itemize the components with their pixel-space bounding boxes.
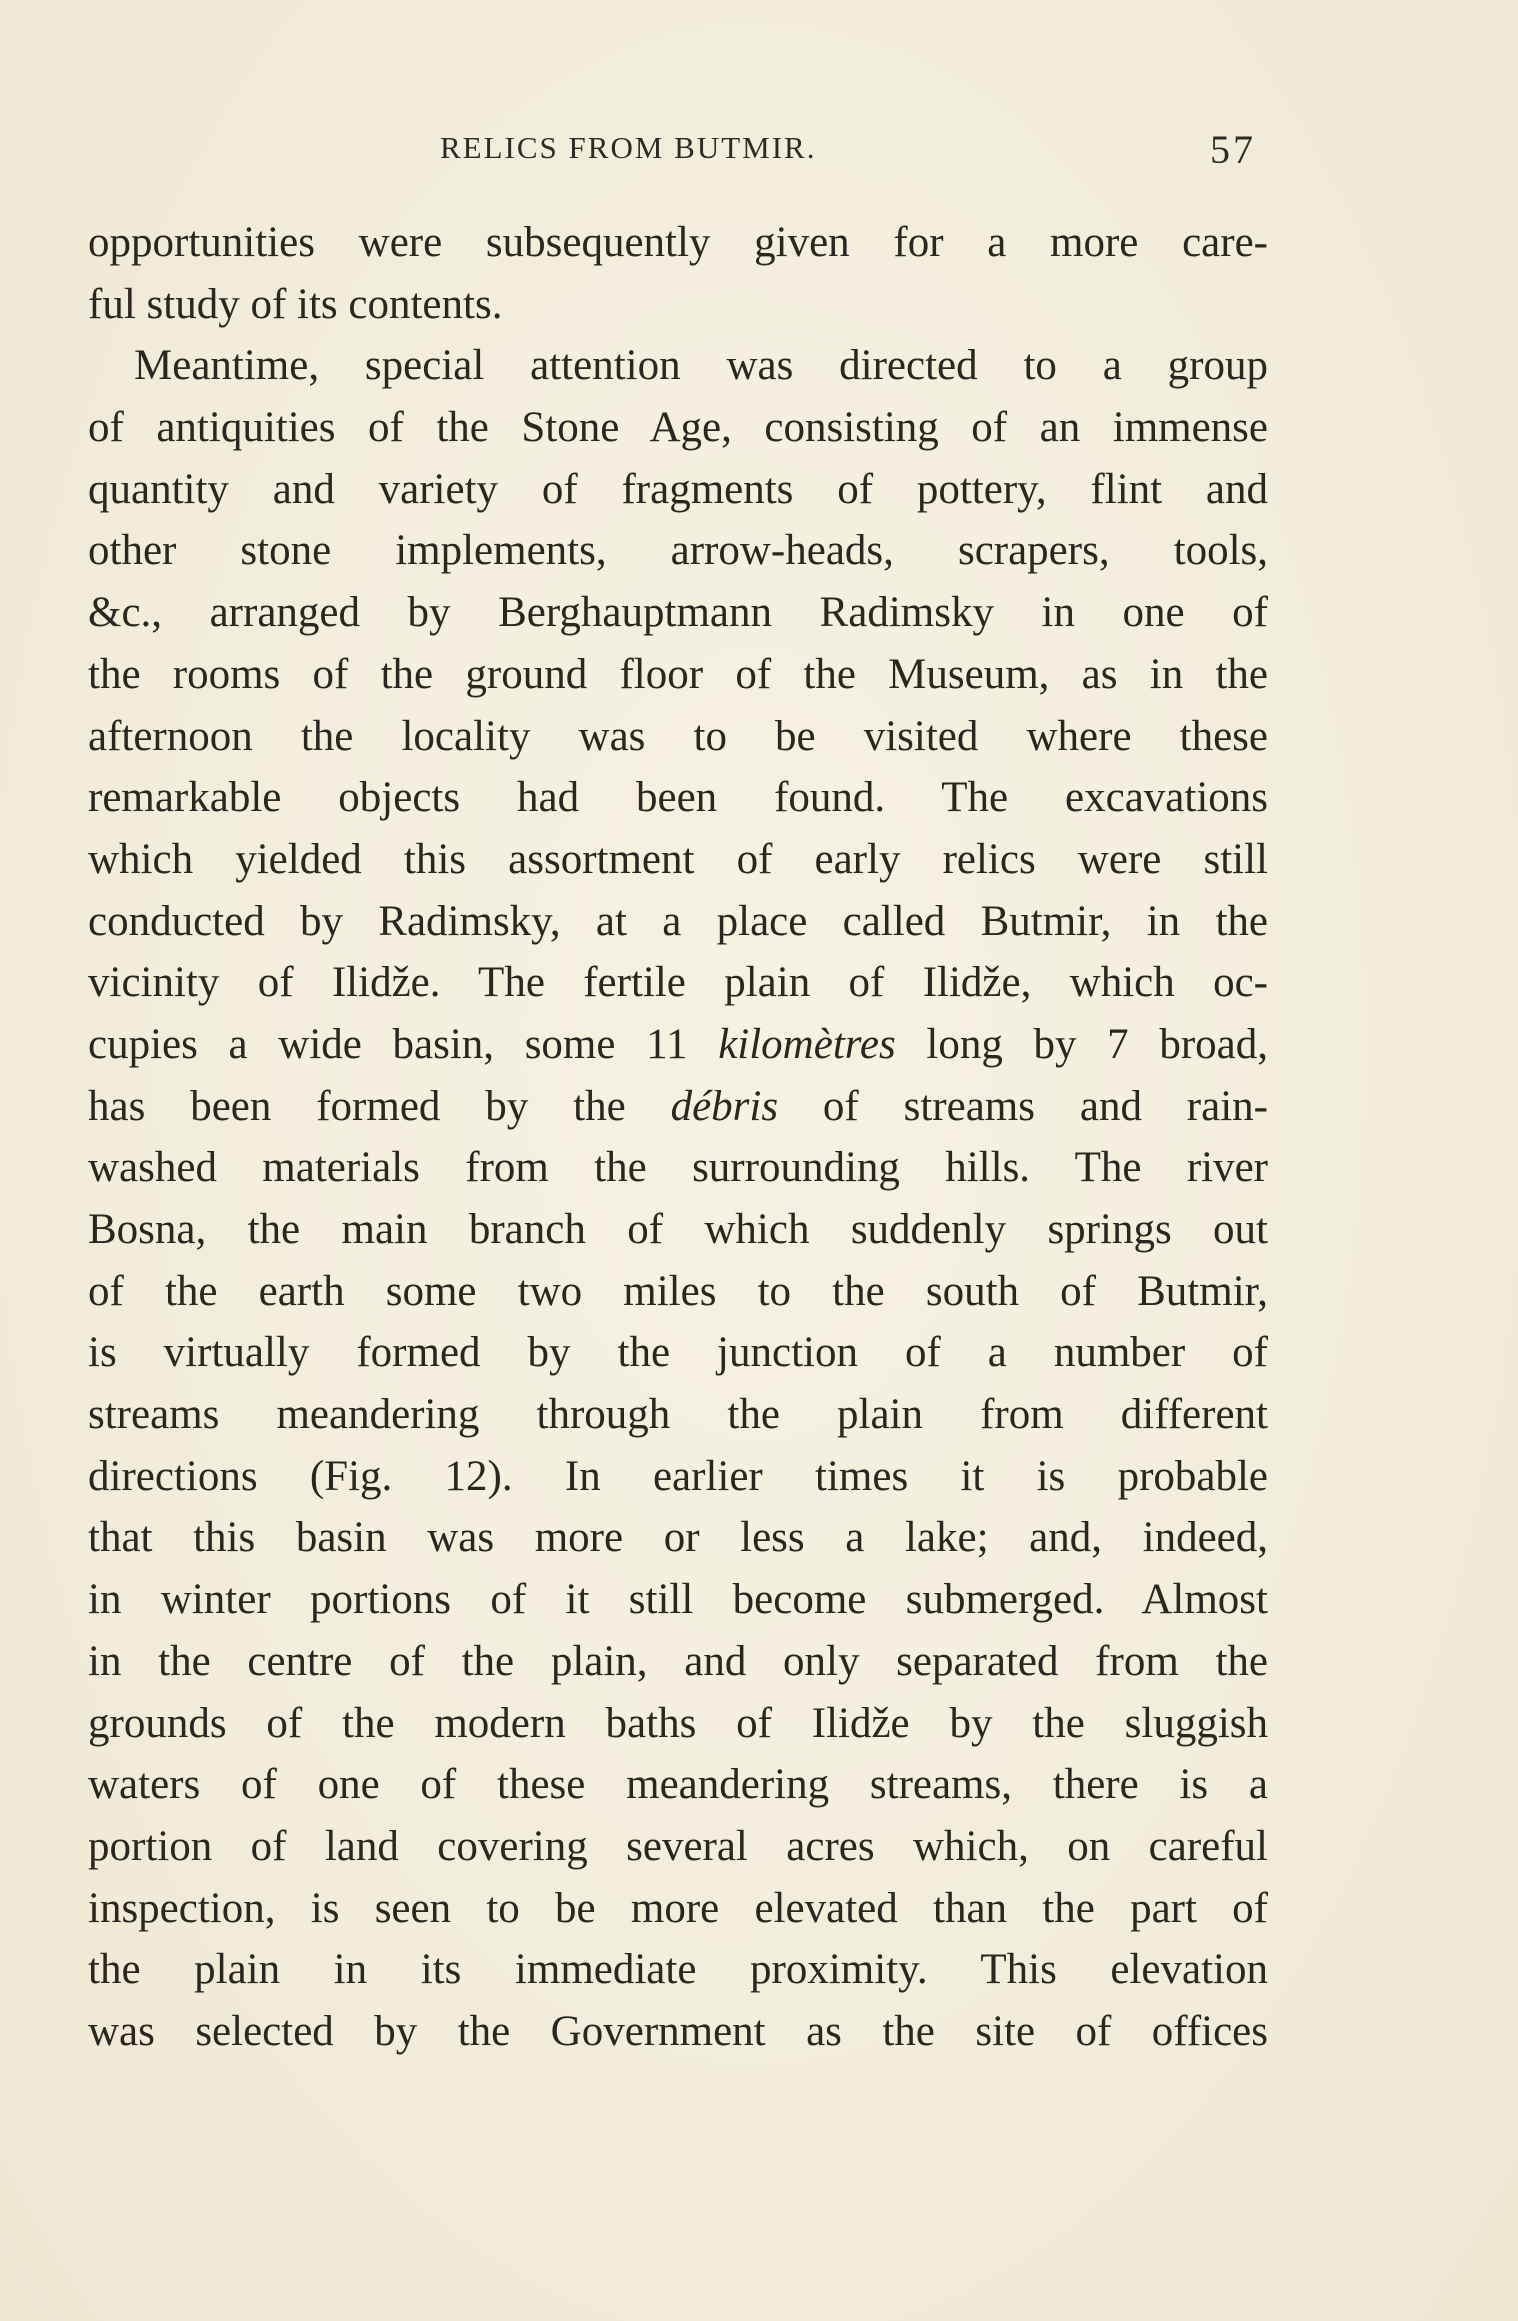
text-line: grounds of the modern baths of Ilidže by the sluggish [88,1699,1268,1747]
text-line: inspection, is seen to be more elevated than the part of [88,1884,1268,1932]
text-line: which yielded this assortment of early relics were still [88,835,1268,883]
text-line: &c., arranged by Berghauptmann Radimsky in one of [88,589,1268,637]
text-line: the plain in its immediate proximity. This elevation [88,1946,1268,1994]
page-number: 57 [1210,127,1256,172]
text-line: quantity and variety of fragments of pottery, flint and [88,465,1268,513]
text-line: afternoon the locality was to be visited where these [88,712,1268,760]
text-line: washed materials from the surrounding hills. The river [88,1144,1268,1192]
text-line: other stone implements, arrow-heads, scrapers, tools, [88,527,1268,575]
text-line: portion of land covering several acres which, on careful [88,1822,1268,1870]
italic-term: kilomètres [718,1020,896,1068]
text-segment: has been formed by the [88,1082,671,1130]
body-text [88,212,1268,2063]
text-line: in winter portions of it still become submerged. Almost [88,1576,1268,1624]
text-segment: cupies a wide basin, some 11 [88,1020,719,1068]
text-line: remarkable objects had been found. The excavations [88,774,1268,822]
text-line: streams meandering through the plain from different [88,1391,1268,1439]
text-line: of antiquities of the Stone Age, consisting of an immense [88,404,1268,452]
text-line: of the earth some two miles to the south of Butmir, [88,1267,1268,1315]
text-line: directions (Fig. 12). In earlier times it is probable [88,1452,1268,1500]
text-line: opportunities were subsequently given for a more care- [88,219,1268,266]
text-segment: of streams and rain- [778,1082,1268,1130]
text-line-with-italic [88,1014,1268,1076]
paragraph-start-line: Meantime, special attention was directed to a group [134,342,1268,390]
text-line: the rooms of the ground floor of the Museum, as in the [88,650,1268,698]
text-line: conducted by Radimsky, at a place called Butmir, in the [88,897,1268,945]
text-line: vicinity of Ilidže. The fertile plain of Ilidže, which oc- [88,959,1268,1007]
text-line: Bosna, the main branch of which suddenly springs out [88,1206,1268,1253]
text-line: waters of one of these meandering streams, there is a [88,1761,1268,1809]
text-line: in the centre of the plain, and only separated from the [88,1637,1268,1685]
text-line-with-italic [88,1076,1268,1138]
running-title: RELICS FROM BUTMIR. [440,130,817,165]
text-line: is virtually formed by the junction of a number of [88,1329,1268,1377]
text-line: that this basin was more or less a lake; and, indeed, [88,1514,1268,1562]
text-line: ful study of its contents. [88,280,503,328]
text-segment: long by 7 broad, [895,1020,1268,1068]
text-line: was selected by the Government as the site of offices [88,2007,1268,2055]
italic-term: débris [670,1082,779,1130]
